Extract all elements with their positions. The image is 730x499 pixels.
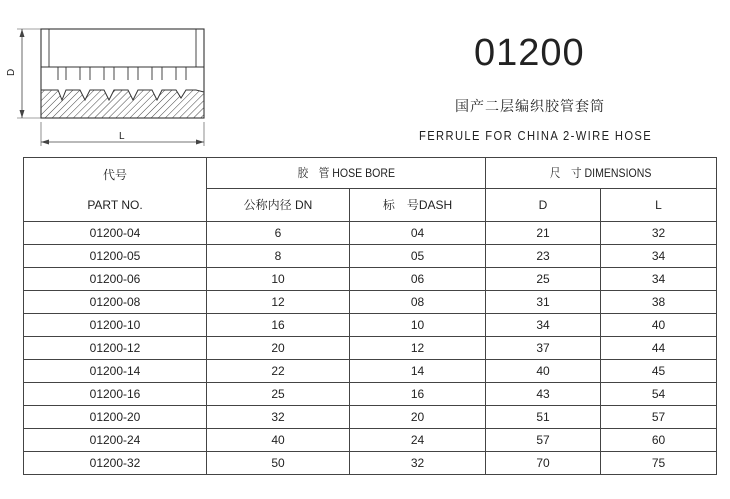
l-cell: 44 — [601, 337, 717, 360]
dn-cell: 22 — [207, 360, 350, 383]
dash-cell: 05 — [350, 245, 486, 268]
l-cell: 40 — [601, 314, 717, 337]
specification-table — [23, 157, 717, 475]
dn-header: 公称内径 DN — [207, 189, 350, 222]
part-number-cell: 01200-04 — [24, 222, 207, 245]
table-row — [24, 245, 717, 268]
l-header: L — [601, 189, 717, 222]
dn-cell: 32 — [207, 406, 350, 429]
d-cell: 70 — [486, 452, 601, 475]
dn-cell: 20 — [207, 337, 350, 360]
dimensions-header: 尺 寸 DIMENSIONS — [486, 158, 717, 189]
part-header-cn: 代号 — [102, 167, 127, 182]
d-cell: 23 — [486, 245, 601, 268]
d-cell: 40 — [486, 360, 601, 383]
d-header: D — [486, 189, 601, 222]
part-number-cell: 01200-24 — [24, 429, 207, 452]
l-cell: 75 — [601, 452, 717, 475]
l-cell: 45 — [601, 360, 717, 383]
d-cell: 51 — [486, 406, 601, 429]
l-cell: 34 — [601, 245, 717, 268]
table-row — [24, 222, 717, 245]
dn-cell: 6 — [207, 222, 350, 245]
table-row — [24, 337, 717, 360]
dn-cell: 25 — [207, 383, 350, 406]
part-number-cell: 01200-32 — [24, 452, 207, 475]
l-cell: 34 — [601, 268, 717, 291]
dash-cell: 04 — [350, 222, 486, 245]
dn-cell: 12 — [207, 291, 350, 314]
table-row — [24, 406, 717, 429]
part-number-cell: 01200-08 — [24, 291, 207, 314]
dash-cell: 12 — [350, 337, 486, 360]
table-body — [24, 222, 717, 475]
dash-cell: 10 — [350, 314, 486, 337]
dash-cell: 14 — [350, 360, 486, 383]
d-cell: 34 — [486, 314, 601, 337]
d-cell: 43 — [486, 383, 601, 406]
l-cell: 54 — [601, 383, 717, 406]
ferrule-drawing — [0, 0, 220, 155]
dim-l-label: L — [119, 131, 125, 142]
dash-cell: 16 — [350, 383, 486, 406]
dash-cell: 06 — [350, 268, 486, 291]
dash-cell: 32 — [350, 452, 486, 475]
table-row — [24, 452, 717, 475]
dn-cell: 8 — [207, 245, 350, 268]
dn-cell: 10 — [207, 268, 350, 291]
d-cell: 25 — [486, 268, 601, 291]
dash-cell: 24 — [350, 429, 486, 452]
product-title-english: FERRULE FOR CHINA 2-WIRE HOSE — [419, 128, 653, 143]
dash-header: 标 号DASH — [350, 189, 486, 222]
part-number-cell: 01200-06 — [24, 268, 207, 291]
dash-cell: 08 — [350, 291, 486, 314]
part-number-cell: 01200-16 — [24, 383, 207, 406]
l-cell: 57 — [601, 406, 717, 429]
table-header-row — [24, 158, 717, 189]
table-row — [24, 360, 717, 383]
part-number-cell: 01200-12 — [24, 337, 207, 360]
l-cell: 60 — [601, 429, 717, 452]
dash-cell: 20 — [350, 406, 486, 429]
d-cell: 37 — [486, 337, 601, 360]
part-number-cell: 01200-10 — [24, 314, 207, 337]
product-title-chinese: 国产二层编织胶管套筒 — [455, 99, 605, 115]
table-row — [24, 314, 717, 337]
table-row — [24, 291, 717, 314]
table-row — [24, 268, 717, 291]
part-number-cell: 01200-05 — [24, 245, 207, 268]
dn-cell: 16 — [207, 314, 350, 337]
d-cell: 31 — [486, 291, 601, 314]
dim-d-label: D — [6, 68, 17, 76]
d-cell: 57 — [486, 429, 601, 452]
dn-cell: 50 — [207, 452, 350, 475]
l-cell: 38 — [601, 291, 717, 314]
dn-cell: 40 — [207, 429, 350, 452]
part-number-cell: 01200-14 — [24, 360, 207, 383]
d-cell: 21 — [486, 222, 601, 245]
table-row — [24, 383, 717, 406]
l-cell: 32 — [601, 222, 717, 245]
part-number-header — [24, 158, 207, 222]
hose-bore-header: 胶 管 HOSE BORE — [207, 158, 486, 189]
part-number-cell: 01200-20 — [24, 406, 207, 429]
part-series-number: 01200 — [474, 32, 585, 74]
table-row — [24, 429, 717, 452]
part-header-en: PART NO. — [87, 197, 143, 212]
